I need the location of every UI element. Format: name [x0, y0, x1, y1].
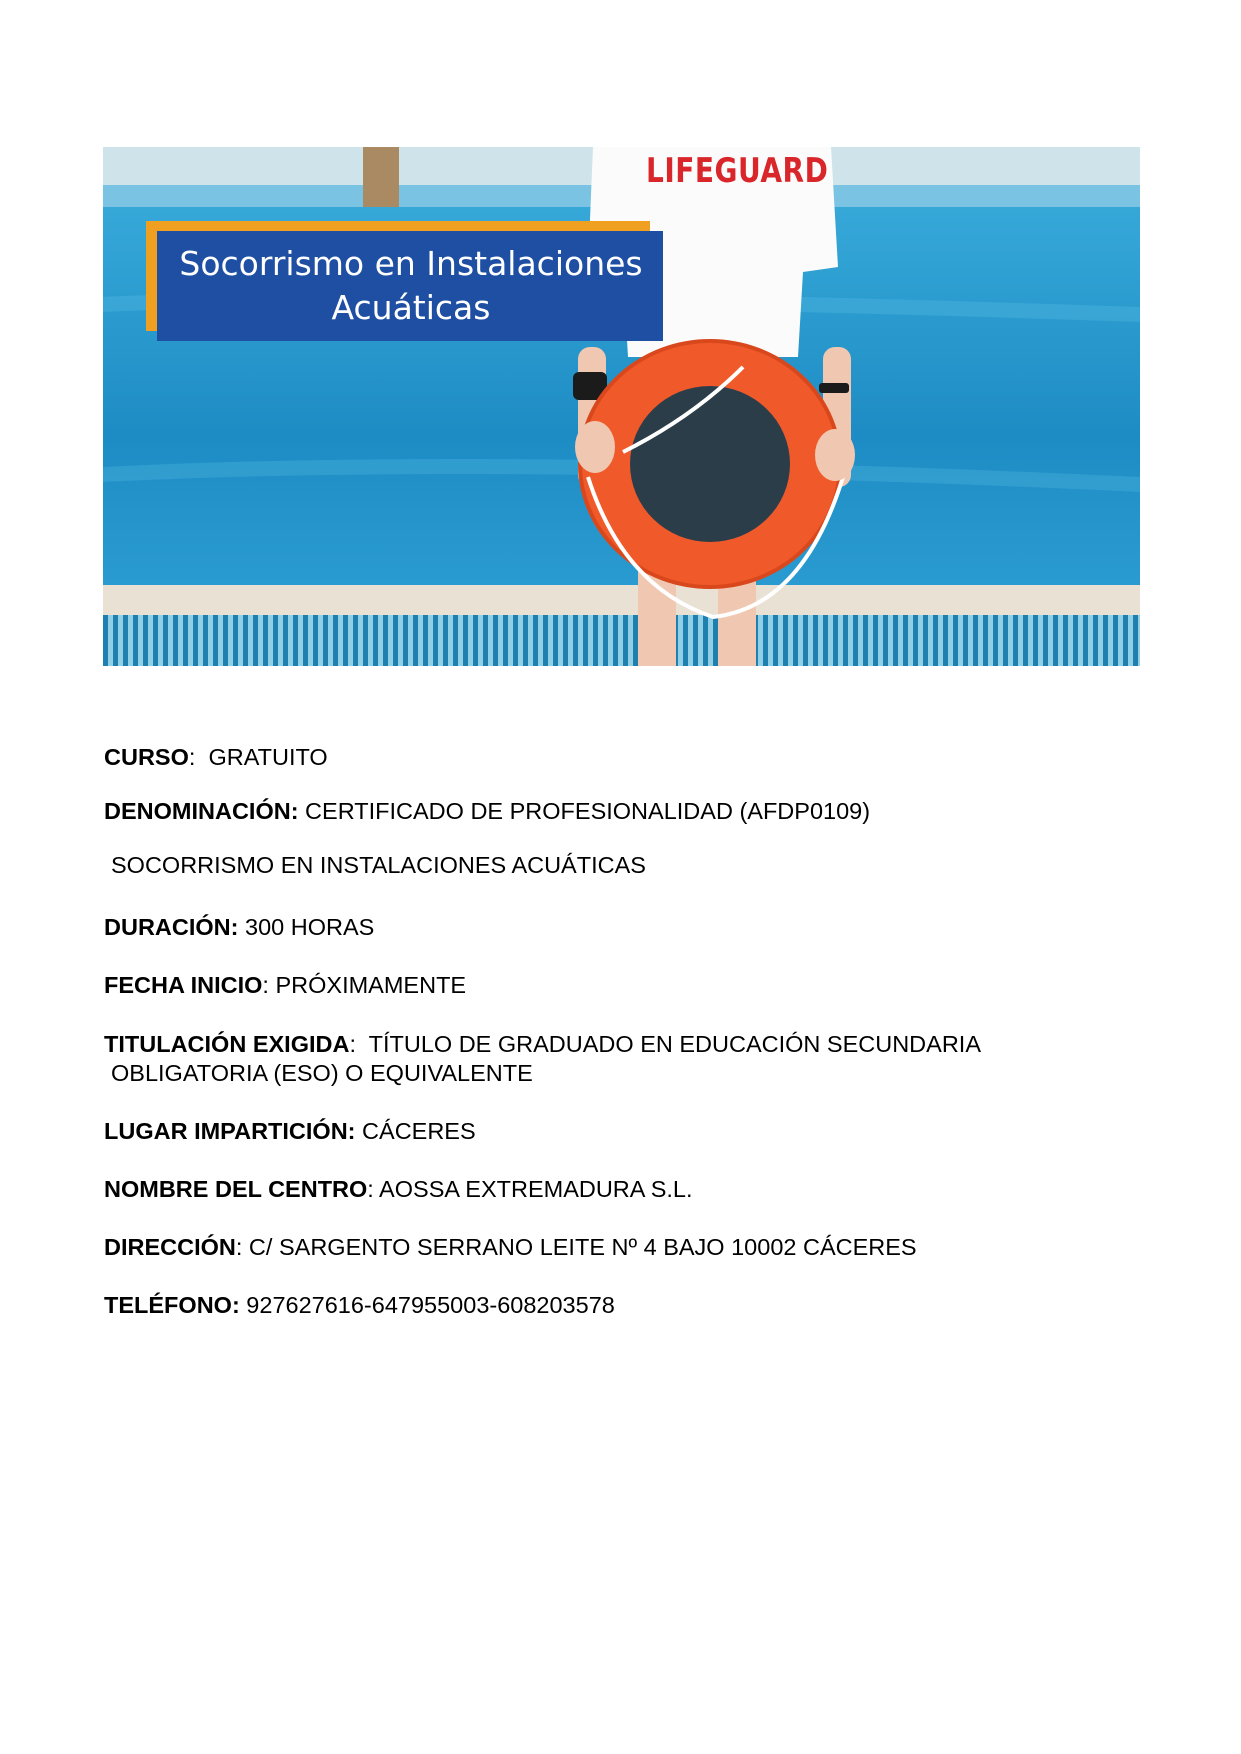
denominacion-line2: SOCORRISMO EN INSTALACIONES ACUÁTICAS: [111, 852, 646, 878]
curso-label: CURSO: [104, 744, 189, 770]
titulacion-sep: :: [349, 1031, 356, 1057]
direccion-sep: :: [235, 1234, 243, 1260]
centro-value: AOSSA EXTREMADURA S.L.: [373, 1176, 693, 1202]
banner-title: [159, 231, 663, 341]
duracion-label: DURACIÓN:: [104, 914, 239, 940]
duracion-value: 300 HORAS: [238, 914, 375, 940]
denominacion-label: DENOMINACIÓN:: [104, 798, 299, 824]
direccion-row: [104, 1232, 917, 1262]
lugar-value: CÁCERES: [355, 1118, 476, 1144]
lugar-row: [104, 1116, 476, 1146]
fecha-row: [104, 970, 466, 1000]
curso-value: GRATUITO: [195, 744, 328, 770]
centro-sep: :: [367, 1176, 374, 1202]
pool-scene-illustration: [103, 147, 1140, 666]
titulacion-line2: OBLIGATORIA (ESO) O EQUIVALENTE: [111, 1060, 533, 1086]
fecha-value: PRÓXIMAMENTE: [268, 972, 467, 998]
curso-row: [104, 742, 328, 772]
banner-title-line1: Socorrismo en Instalaciones: [179, 244, 643, 283]
titulacion-value: TÍTULO DE GRADUADO EN EDUCACIÓN SECUNDARIA: [355, 1031, 981, 1057]
centro-row: [104, 1174, 693, 1204]
fecha-label: FECHA INICIO: [104, 972, 263, 998]
hero-image: [103, 147, 1140, 666]
lugar-label: LUGAR IMPARTICIÓN:: [104, 1118, 356, 1144]
banner-title-line2: Acuáticas: [331, 288, 491, 327]
titulacion-row: [104, 1029, 981, 1059]
denominacion-row: [104, 796, 870, 826]
denominacion-value: CERTIFICADO DE PROFESIONALIDAD (AFDP0109): [298, 798, 871, 824]
direccion-label: DIRECCIÓN: [104, 1234, 236, 1260]
titulacion-label: TITULACIÓN EXIGIDA: [104, 1031, 350, 1057]
telefono-value: 927627616-647955003-608203578: [239, 1292, 615, 1318]
direccion-value: C/ SARGENTO SERRANO LEITE Nº 4 BAJO 10002 CÁCERES: [242, 1234, 917, 1260]
telefono-label: TELÉFONO:: [104, 1292, 240, 1318]
fecha-sep: :: [262, 972, 269, 998]
duracion-row: [104, 912, 374, 942]
curso-sep: :: [188, 744, 196, 770]
centro-label: NOMBRE DEL CENTRO: [104, 1176, 368, 1202]
lifeguard-shirt-text: LIFEGUARD: [646, 150, 829, 191]
telefono-row: [104, 1290, 615, 1320]
